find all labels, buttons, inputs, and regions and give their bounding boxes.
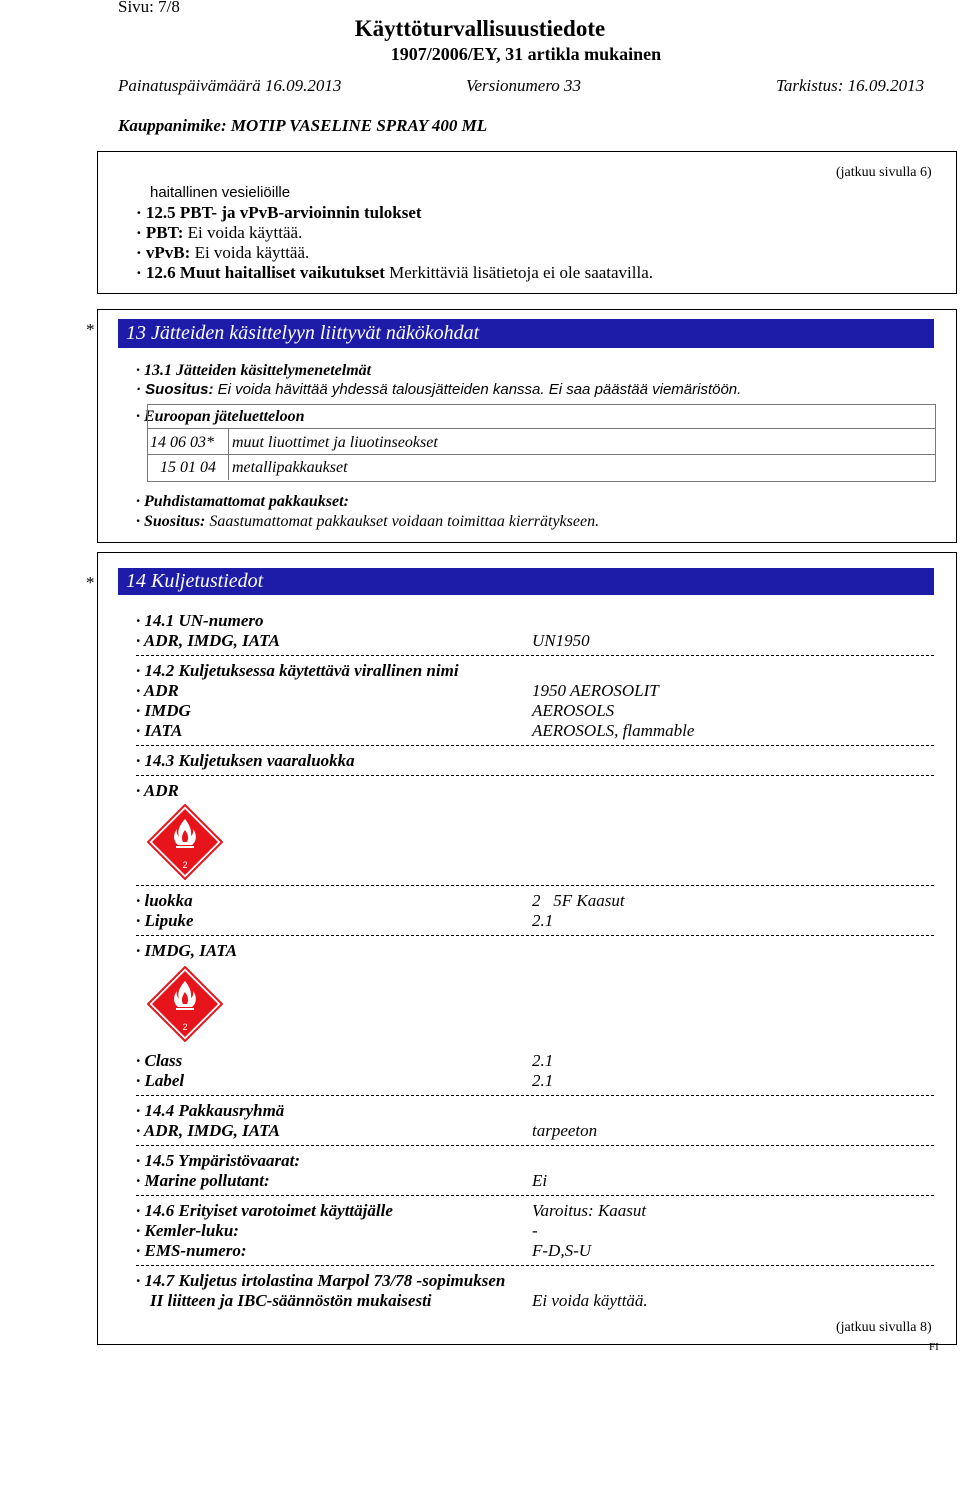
luokka-value: 2 5F Kaasut [532,891,625,910]
section-13-change-marker: * [86,320,95,339]
kemler-label: · Kemler-luku: [136,1221,239,1240]
sec13-recommendation-2: · Suositus: Saastumattomat pakkaukset voidaan toimittaa kierrätykseen. [136,513,600,530]
sec12-line1: haitallinen vesieliöille [150,184,291,201]
class-label: · Class [136,1051,183,1070]
special-precautions-value: Varoitus: Kaasut [532,1201,647,1220]
iata-value: AEROSOLS, flammable [532,721,695,740]
packing-group-heading: · 14.4 Pakkausryhmä [136,1101,285,1120]
adr-value: 1950 AEROSOLIT [532,681,659,700]
trade-name: Kauppanimike: MOTIP VASELINE SPRAY 400 ML [118,116,488,135]
waste-desc-cell: metallipakkaukset [232,459,348,476]
shipping-name-heading: · 14.2 Kuljetuksessa käytettävä virallinen nimi [136,661,459,680]
section-14-change-marker: * [86,573,95,592]
adr-label: · ADR [136,681,179,700]
ems-value: F-D,S-U [532,1241,592,1260]
version-number: Versionumero 33 [466,76,582,95]
marine-pollutant-value: Ei [532,1171,548,1190]
unclean-packaging-label: · Puhdistamattomat pakkaukset: [136,493,349,510]
bulk-transport-line2: II liitteen ja IBC-säännöstön mukaisesti [150,1291,432,1310]
sec12-line5: · 12.6 Muut haitalliset vaikutukset Merkittäviä lisätietoja ei ole saatavilla. [136,263,654,282]
environmental-hazards-heading: · 14.5 Ympäristövaarat: [136,1151,301,1170]
kemler-value: - [532,1221,538,1240]
table-divider [147,428,935,429]
sec13-recommendation: · Suositus: Ei voida hävittää yhdessä talousjätteiden kanssa. Ei saa päästää viemäristöön. [136,381,742,398]
un-number-heading: · 14.1 UN-numero [136,611,264,630]
sec13-subheading: · 13.1 Jätteiden käsittelymenetelmät [136,362,372,379]
flammable-gas-hazard-icon [147,804,223,880]
section-14-header: 14 Kuljetustiedot [118,568,934,595]
label-value: 2.1 [532,1071,554,1090]
lipuke-value: 2.1 [532,911,554,930]
eu-waste-list-label: · Euroopan jäteluetteloon [136,408,305,425]
label-label: · Label [136,1071,185,1090]
dashed-separator [136,885,934,886]
print-date: Painatuspäivämäärä 16.09.2013 [118,76,342,95]
waste-code-cell: 14 06 03* [150,434,214,451]
packing-group-value: tarpeeton [532,1121,598,1140]
table-column-divider [228,429,229,480]
adr-class-label: · ADR [136,781,179,800]
bulk-transport-line1: · 14.7 Kuljetus irtolastina Marpol 73/78 -sopimuksen [136,1271,506,1290]
lipuke-label: · Lipuke [136,911,194,930]
un-number-value: UN1950 [532,631,590,650]
flammable-gas-hazard-icon [147,966,223,1042]
dashed-separator [136,1145,934,1146]
hazard-class-number: 2 [182,860,188,870]
dashed-separator [136,775,934,776]
dashed-separator [136,935,934,936]
marine-pollutant-label: · Marine pollutant: [136,1171,270,1190]
dashed-separator [136,1265,934,1266]
dashed-separator [136,655,934,656]
bulk-transport-value: Ei voida käyttää. [532,1291,648,1310]
class-value: 2.1 [532,1051,554,1070]
sec12-line3: · PBT: Ei voida käyttää. [136,223,303,242]
document-subtitle: 1907/2006/EY, 31 artikla mukainen [390,44,662,64]
sec12-line2: · 12.5 PBT- ja vPvB-arvioinnin tulokset [136,203,422,222]
iata-label: · IATA [136,721,183,740]
special-precautions-label: · 14.6 Erityiset varotoimet käyttäjälle [136,1201,393,1220]
continued-from: (jatkuu sivulla 6) [836,165,932,180]
language-code: FI [929,1341,939,1353]
luokka-label: · luokka [136,891,193,910]
revision-date: Tarkistus: 16.09.2013 [776,76,925,95]
dashed-separator [136,745,934,746]
dashed-separator [136,1195,934,1196]
ems-label: · EMS-numero: [136,1241,247,1260]
un-number-label: · ADR, IMDG, IATA [136,631,280,650]
hazard-class-heading: · 14.3 Kuljetuksen vaaraluokka [136,751,355,770]
imdg-iata-class-label: · IMDG, IATA [136,941,238,960]
imdg-label: · IMDG [136,701,191,720]
section-13-header: 13 Jätteiden käsittelyyn liittyvät näkökohdat [118,319,934,348]
table-divider [147,454,935,455]
continued-to: (jatkuu sivulla 8) [836,1320,932,1335]
dashed-separator [136,1095,934,1096]
document-title: Käyttöturvallisuustiedote [354,16,606,41]
page-number: Sivu: 7/8 [118,0,180,16]
imdg-value: AEROSOLS [532,701,615,720]
hazard-class-number: 2 [182,1022,188,1032]
waste-code-cell: 15 01 04 [160,459,216,476]
waste-desc-cell: muut liuottimet ja liuotinseokset [232,434,438,451]
sec12-line4: · vPvB: Ei voida käyttää. [136,243,310,262]
packing-group-label: · ADR, IMDG, IATA [136,1121,280,1140]
